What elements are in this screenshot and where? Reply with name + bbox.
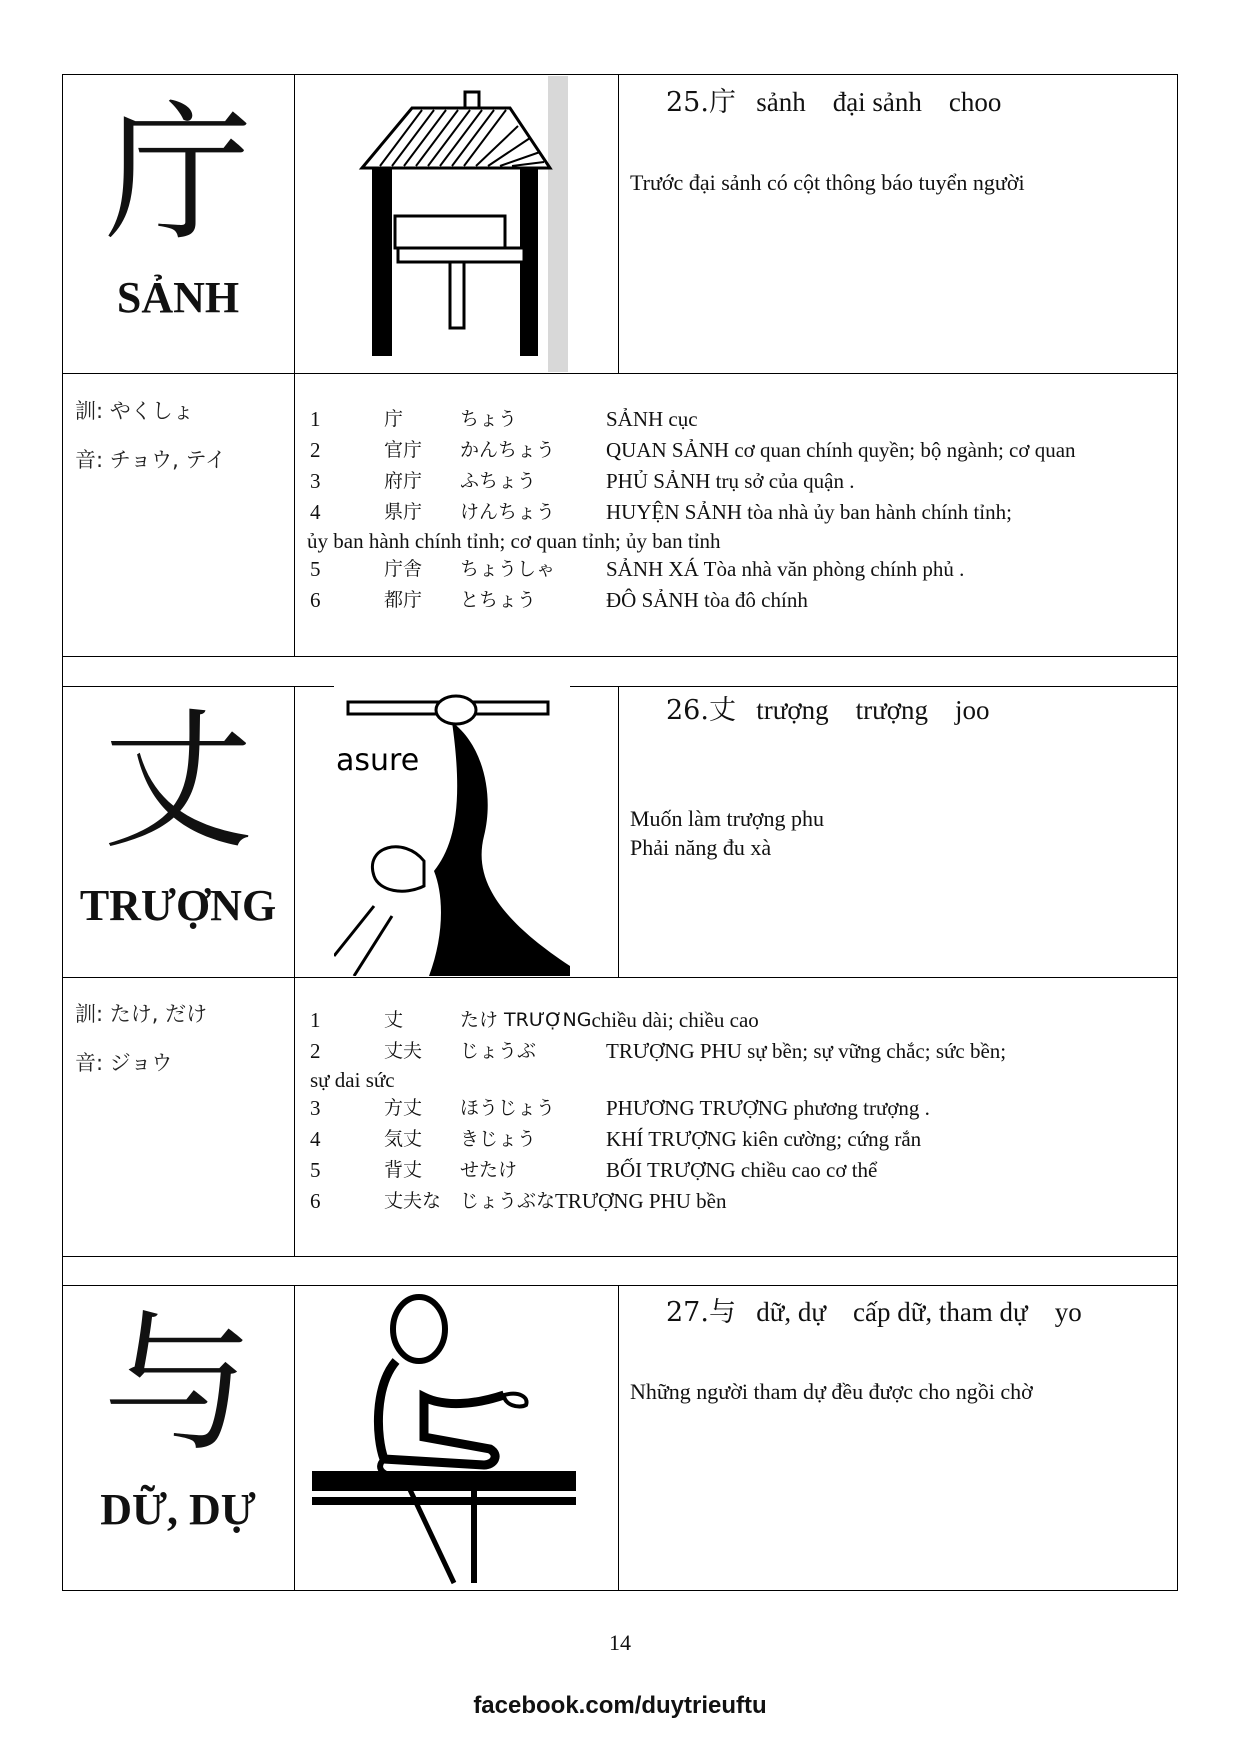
facebook-link[interactable]: facebook.com/duytrieuftu <box>473 1692 767 1719</box>
entry-readings-3: dữ, dự cấp dữ, tham dự yo <box>735 1297 1082 1327</box>
on-reading-1: 音: チョウ, テイ <box>75 448 227 472</box>
vocab-row <box>310 1186 1170 1217</box>
vocab-kana: ほうじょう <box>460 1097 556 1119</box>
vocab-index: 4 <box>310 500 321 524</box>
vocab-meaning: HUYỆN SẢNH tòa nhà ủy ban hành chính tỉnh; <box>606 500 1012 524</box>
vocab-row <box>310 466 1170 497</box>
vocab-index: 6 <box>310 1189 321 1213</box>
mnemonic-text-3: Những người tham dự đều được cho ngồi chờ <box>630 1379 1033 1404</box>
vocab-meaning: PHƯƠNG TRƯỢNG phương trượng . <box>606 1096 930 1120</box>
vocab-index: 3 <box>310 469 321 493</box>
mnemonic-text-2b: Phải năng đu xà <box>630 835 772 860</box>
vocab-index: 6 <box>310 588 321 612</box>
kanji-character-2: 丈 <box>102 696 253 870</box>
vocab-index: 3 <box>310 1096 321 1120</box>
vocab-list-1 <box>307 404 1170 616</box>
vocab-kana: じょうぶ <box>460 1040 537 1062</box>
vocab-kanji: 庁 <box>384 408 404 430</box>
kun-reading-1: 訓: やくしょ <box>75 399 194 423</box>
vocab-kanji: 府庁 <box>384 470 423 492</box>
page-number: 14 <box>609 1630 631 1655</box>
vocab-meaning: PHỦ SẢNH trụ sở của quận . <box>606 469 855 493</box>
vocab-meaning: TRƯỢNG PHU bền <box>555 1189 727 1213</box>
vocab-meaning: TRƯỢNG PHU sự bền; sự vững chắc; sức bền; <box>606 1039 1007 1063</box>
vocab-meaning: QUAN SẢNH cơ quan chính quyền; bộ ngành; cơ quan <box>606 438 1076 462</box>
entry-number-3: 27.与 <box>666 1297 736 1328</box>
on-reading-2: 音: ジョウ <box>75 1051 173 1075</box>
vocab-row <box>310 1124 1170 1155</box>
vocab-index: 5 <box>310 1158 321 1182</box>
vocab-meaning: sự dai sức <box>310 1068 395 1092</box>
vocab-index: 2 <box>310 1039 321 1063</box>
kanji-character-3: 与 <box>102 1298 253 1472</box>
vocab-row-continued <box>307 528 1170 554</box>
vocab-row <box>310 1155 1170 1186</box>
vocab-kana: じょうぶな <box>460 1190 556 1212</box>
entry-header-1 <box>666 80 1001 119</box>
vocab-kanji: 丈夫 <box>384 1040 423 1062</box>
entry-readings-2: trượng trượng joo <box>735 695 990 725</box>
vocab-kana: きじょう <box>460 1128 537 1150</box>
hanviet-reading-3: DỮ, DỰ <box>100 1485 256 1534</box>
vocab-meaning: ĐÔ SẢNH tòa đô chính <box>606 588 808 612</box>
vocab-kana: かんちょう <box>460 439 556 461</box>
vocab-kana: ふちょう <box>460 470 537 492</box>
vocab-meaning: KHÍ TRƯỢNG kiên cường; cứng rắn <box>606 1127 922 1151</box>
entry-header-3 <box>666 1290 1082 1329</box>
entry-number-2: 26.丈 <box>666 695 736 726</box>
vocab-kana: とちょう <box>460 589 537 611</box>
vocab-kanji: 都庁 <box>384 589 423 611</box>
vocab-kanji: 丈 <box>384 1009 404 1031</box>
mnemonic-cell-3 <box>618 1285 1178 1591</box>
vocab-kanji: 丈夫な <box>384 1190 442 1212</box>
vocab-list-2 <box>310 1005 1170 1217</box>
vocab-row-continued <box>310 1067 1170 1093</box>
kanji-character-1: 庁 <box>102 88 253 262</box>
vocab-kanji: 庁舎 <box>384 558 423 580</box>
vocab-kana: けんちょう <box>460 501 556 523</box>
vocab-row <box>310 554 1170 585</box>
vocab-kana: せたけ <box>460 1159 518 1181</box>
vocab-kana: たけ TRƯỢNG <box>460 1009 592 1031</box>
vocab-meaning: SẢNH cục <box>606 407 698 431</box>
picture-caption: asure <box>336 743 420 778</box>
vocab-kanji: 背丈 <box>384 1159 423 1181</box>
vocab-kanji: 官庁 <box>384 439 423 461</box>
spacer-row-1 <box>62 656 1178 687</box>
mnemonic-cell-1 <box>618 74 1178 374</box>
vocab-row <box>310 585 1170 616</box>
vocab-index: 1 <box>310 1008 321 1032</box>
vocab-index: 1 <box>310 407 321 431</box>
vocab-meaning: BỐI TRƯỢNG chiều cao cơ thể <box>606 1158 878 1182</box>
hanviet-reading-1: SẢNH <box>116 273 240 322</box>
vocab-kanji: 方丈 <box>384 1097 423 1119</box>
mnemonic-text-1: Trước đại sảnh có cột thông báo tuyển người <box>630 170 1025 195</box>
entry-header-2 <box>666 688 990 727</box>
vocab-row <box>310 435 1170 466</box>
spacer-row-2 <box>62 1256 1178 1286</box>
kun-reading-2: 訓: たけ, だけ <box>75 1002 208 1026</box>
vocab-meaning: SẢNH XÁ Tòa nhà văn phòng chính phủ . <box>606 557 965 581</box>
entry-number-1: 25.庁 <box>666 87 736 118</box>
vocab-index: 4 <box>310 1127 321 1151</box>
vocab-row <box>310 497 1170 528</box>
man-hanging-bar-icon <box>334 686 570 976</box>
vocab-meaning: chiều dài; chiều cao <box>591 1008 759 1032</box>
vocab-row <box>310 404 1170 435</box>
hanviet-reading-2: TRƯỢNG <box>79 881 277 930</box>
vocab-index: 2 <box>310 438 321 462</box>
vocab-row <box>310 1005 1170 1036</box>
vocab-kana: ちょうしゃ <box>460 558 556 580</box>
vocab-kanji: 気丈 <box>384 1128 423 1150</box>
entry-readings-1: sảnh đại sảnh choo <box>735 87 1002 117</box>
vocab-kanji: 県庁 <box>384 501 423 523</box>
vocab-row <box>310 1036 1170 1067</box>
house-notice-board-icon <box>300 76 568 372</box>
vocab-row <box>310 1093 1170 1124</box>
vocab-meaning: ủy ban hành chính tỉnh; cơ quan tỉnh; ủy ban tỉnh <box>307 529 721 553</box>
vocab-kana: ちょう <box>460 408 518 430</box>
seated-person-icon <box>304 1287 578 1589</box>
vocab-index: 5 <box>310 557 321 581</box>
mnemonic-text-2a: Muốn làm trượng phu <box>630 806 825 831</box>
